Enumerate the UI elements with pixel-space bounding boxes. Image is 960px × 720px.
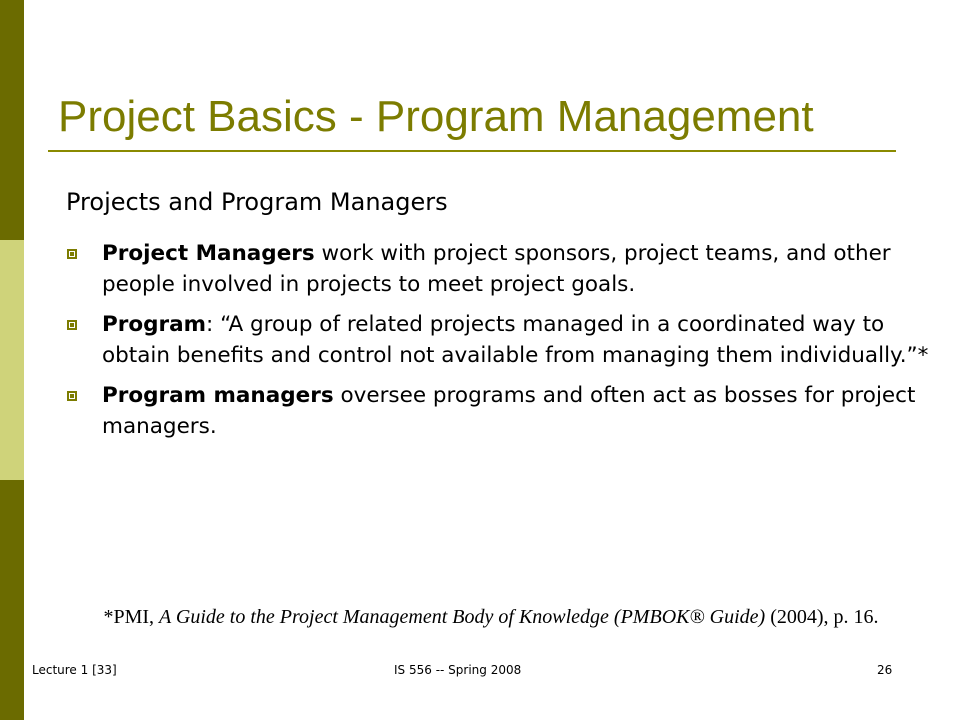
side-bar-middle bbox=[0, 240, 24, 480]
bullet-term: Program bbox=[102, 312, 207, 337]
square-bullet-icon bbox=[67, 320, 77, 330]
title-divider bbox=[48, 150, 896, 152]
bullet-text: : “A group of related projects managed in a coordinated way to obtain benefits and control not available from managing them individually.”* bbox=[102, 312, 929, 368]
page-number: 26 bbox=[877, 663, 893, 677]
side-bar-top bbox=[0, 0, 24, 240]
footnote bbox=[0, 602, 960, 632]
slide-title: Project Basics - Program Management bbox=[58, 92, 814, 141]
footnote-title: A Guide to the Project Management Body of Knowledge (PMBOK® Guide) bbox=[159, 606, 766, 628]
footnote-suffix: (2004), p. 16. bbox=[765, 606, 879, 628]
footnote-prefix: *PMI, bbox=[103, 606, 160, 628]
footer-course: IS 556 -- Spring 2008 bbox=[394, 663, 522, 677]
square-bullet-icon bbox=[67, 391, 77, 401]
bullet-list bbox=[62, 238, 932, 451]
bullet-item bbox=[62, 380, 932, 442]
square-bullet-icon bbox=[67, 249, 77, 259]
bullet-term: Program managers bbox=[102, 383, 334, 408]
side-bar-bottom bbox=[0, 480, 24, 720]
bullet-text: oversee programs and often act as bosses for project managers. bbox=[102, 383, 916, 439]
slide-subtitle: Projects and Program Managers bbox=[66, 188, 448, 216]
bullet-term: Project Managers bbox=[102, 241, 315, 266]
bullet-item bbox=[62, 309, 932, 371]
footer-lecture: Lecture 1 [33] bbox=[32, 663, 117, 677]
bullet-item bbox=[62, 238, 932, 300]
bullet-text: work with project sponsors, project teams, and other people involved in projects to meet project goals. bbox=[102, 241, 891, 297]
